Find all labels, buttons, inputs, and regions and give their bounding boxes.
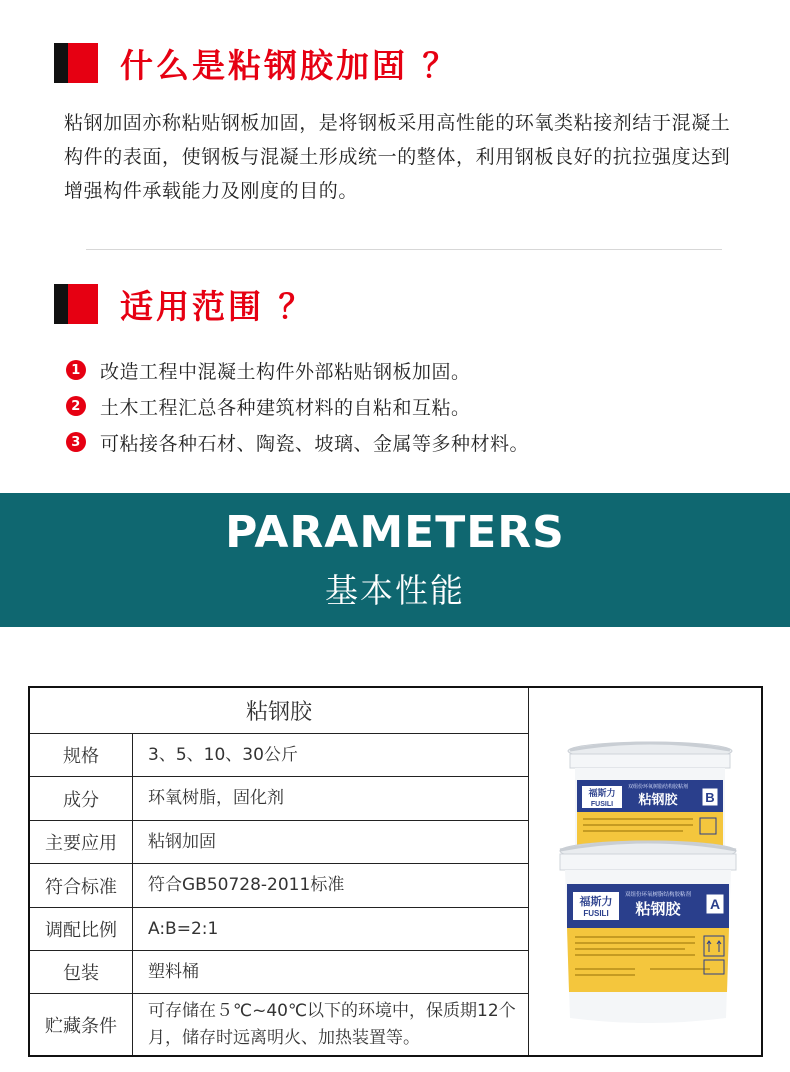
brand-cn-b: 福斯力 [588, 788, 616, 798]
row-value: 塑料桶 [148, 961, 199, 982]
brand-cn-a: 福斯力 [579, 896, 613, 908]
list-item-text: 土木工程汇总各种建筑材料的自粘和互粘。 [100, 396, 471, 419]
row-value: 可存储在５℃~40℃以下的环境中，保质期12个月，储存时远离明火、加热装置等。 [148, 1000, 516, 1048]
row-key: 贮藏条件 [30, 994, 133, 1055]
row-key: 调配比例 [30, 908, 133, 950]
row-key: 包装 [30, 951, 133, 993]
row-value: 符合GB50728-2011标准 [148, 875, 345, 895]
product-subtitle-a: 双组份环氧树脂结构胶粘剂 [624, 892, 692, 898]
table-row [30, 993, 528, 1055]
label-b: B [705, 790, 715, 805]
scope-list [66, 352, 529, 460]
banner-title-en: PARAMETERS [225, 507, 565, 558]
row-key: 成分 [30, 777, 133, 820]
row-key: 规格 [30, 734, 133, 776]
table-row [30, 733, 528, 776]
table-header-row [30, 688, 528, 733]
table-header: 粘钢胶 [245, 700, 312, 725]
section-divider [86, 249, 722, 250]
list-item [66, 424, 529, 460]
section-scope-title: 适用范围 ？ [120, 286, 315, 326]
table-row [30, 776, 528, 820]
row-value: 粘钢加固 [148, 831, 216, 852]
parameters-table [28, 686, 763, 1057]
brand-en-a: FUSILI [583, 909, 609, 918]
paint-bucket-icon [530, 688, 763, 1055]
list-item [66, 352, 529, 388]
banner-title-cn: 基本性能 [325, 571, 465, 610]
section-scope-header [54, 284, 315, 324]
section-marker-icon [54, 284, 98, 324]
number-badge-icon: 3 [66, 432, 86, 452]
table-row [30, 907, 528, 950]
product-image [530, 688, 763, 1055]
section-marker-icon [54, 43, 98, 83]
table-row [30, 950, 528, 993]
label-a: A [709, 896, 721, 912]
list-item-text: 可粘接各种石材、陶瓷、坡璃、金属等多种材料。 [100, 432, 530, 455]
row-value: 环氧树脂，固化剂 [148, 788, 284, 808]
table-row [30, 863, 528, 907]
product-name-a: 粘钢胶 [635, 901, 681, 918]
number-badge-icon: 2 [66, 396, 86, 416]
list-item [66, 388, 529, 424]
product-name-b: 粘钢胶 [638, 792, 678, 807]
row-key: 主要应用 [30, 821, 133, 863]
parameters-banner [0, 493, 790, 627]
section-what-title: 什么是粘钢胶加固 ？ [120, 45, 459, 85]
row-value: 3、5、10、30公斤 [148, 744, 298, 765]
table-row [30, 820, 528, 863]
section-what-body: 粘钢加固亦称粘贴钢板加固，是将钢板采用高性能的环氧类粘接剂结于混凝土构件的表面，使钢板与混凝土形成统一的整体，利用钢板良好的抗拉强度达到增强构件承载能力及刚度的目的。 [64, 112, 731, 202]
list-item-text: 改造工程中混凝土构件外部粘贴钢板加固。 [100, 360, 471, 383]
section-what-header [54, 43, 459, 83]
brand-en-b: FUSILI [590, 801, 614, 808]
row-key: 符合标准 [30, 864, 133, 907]
number-badge-icon: 1 [66, 360, 86, 380]
product-subtitle-b: 双组份环氧树脂结构胶粘剂 [627, 784, 689, 790]
row-value: A:B=2:1 [148, 918, 219, 939]
